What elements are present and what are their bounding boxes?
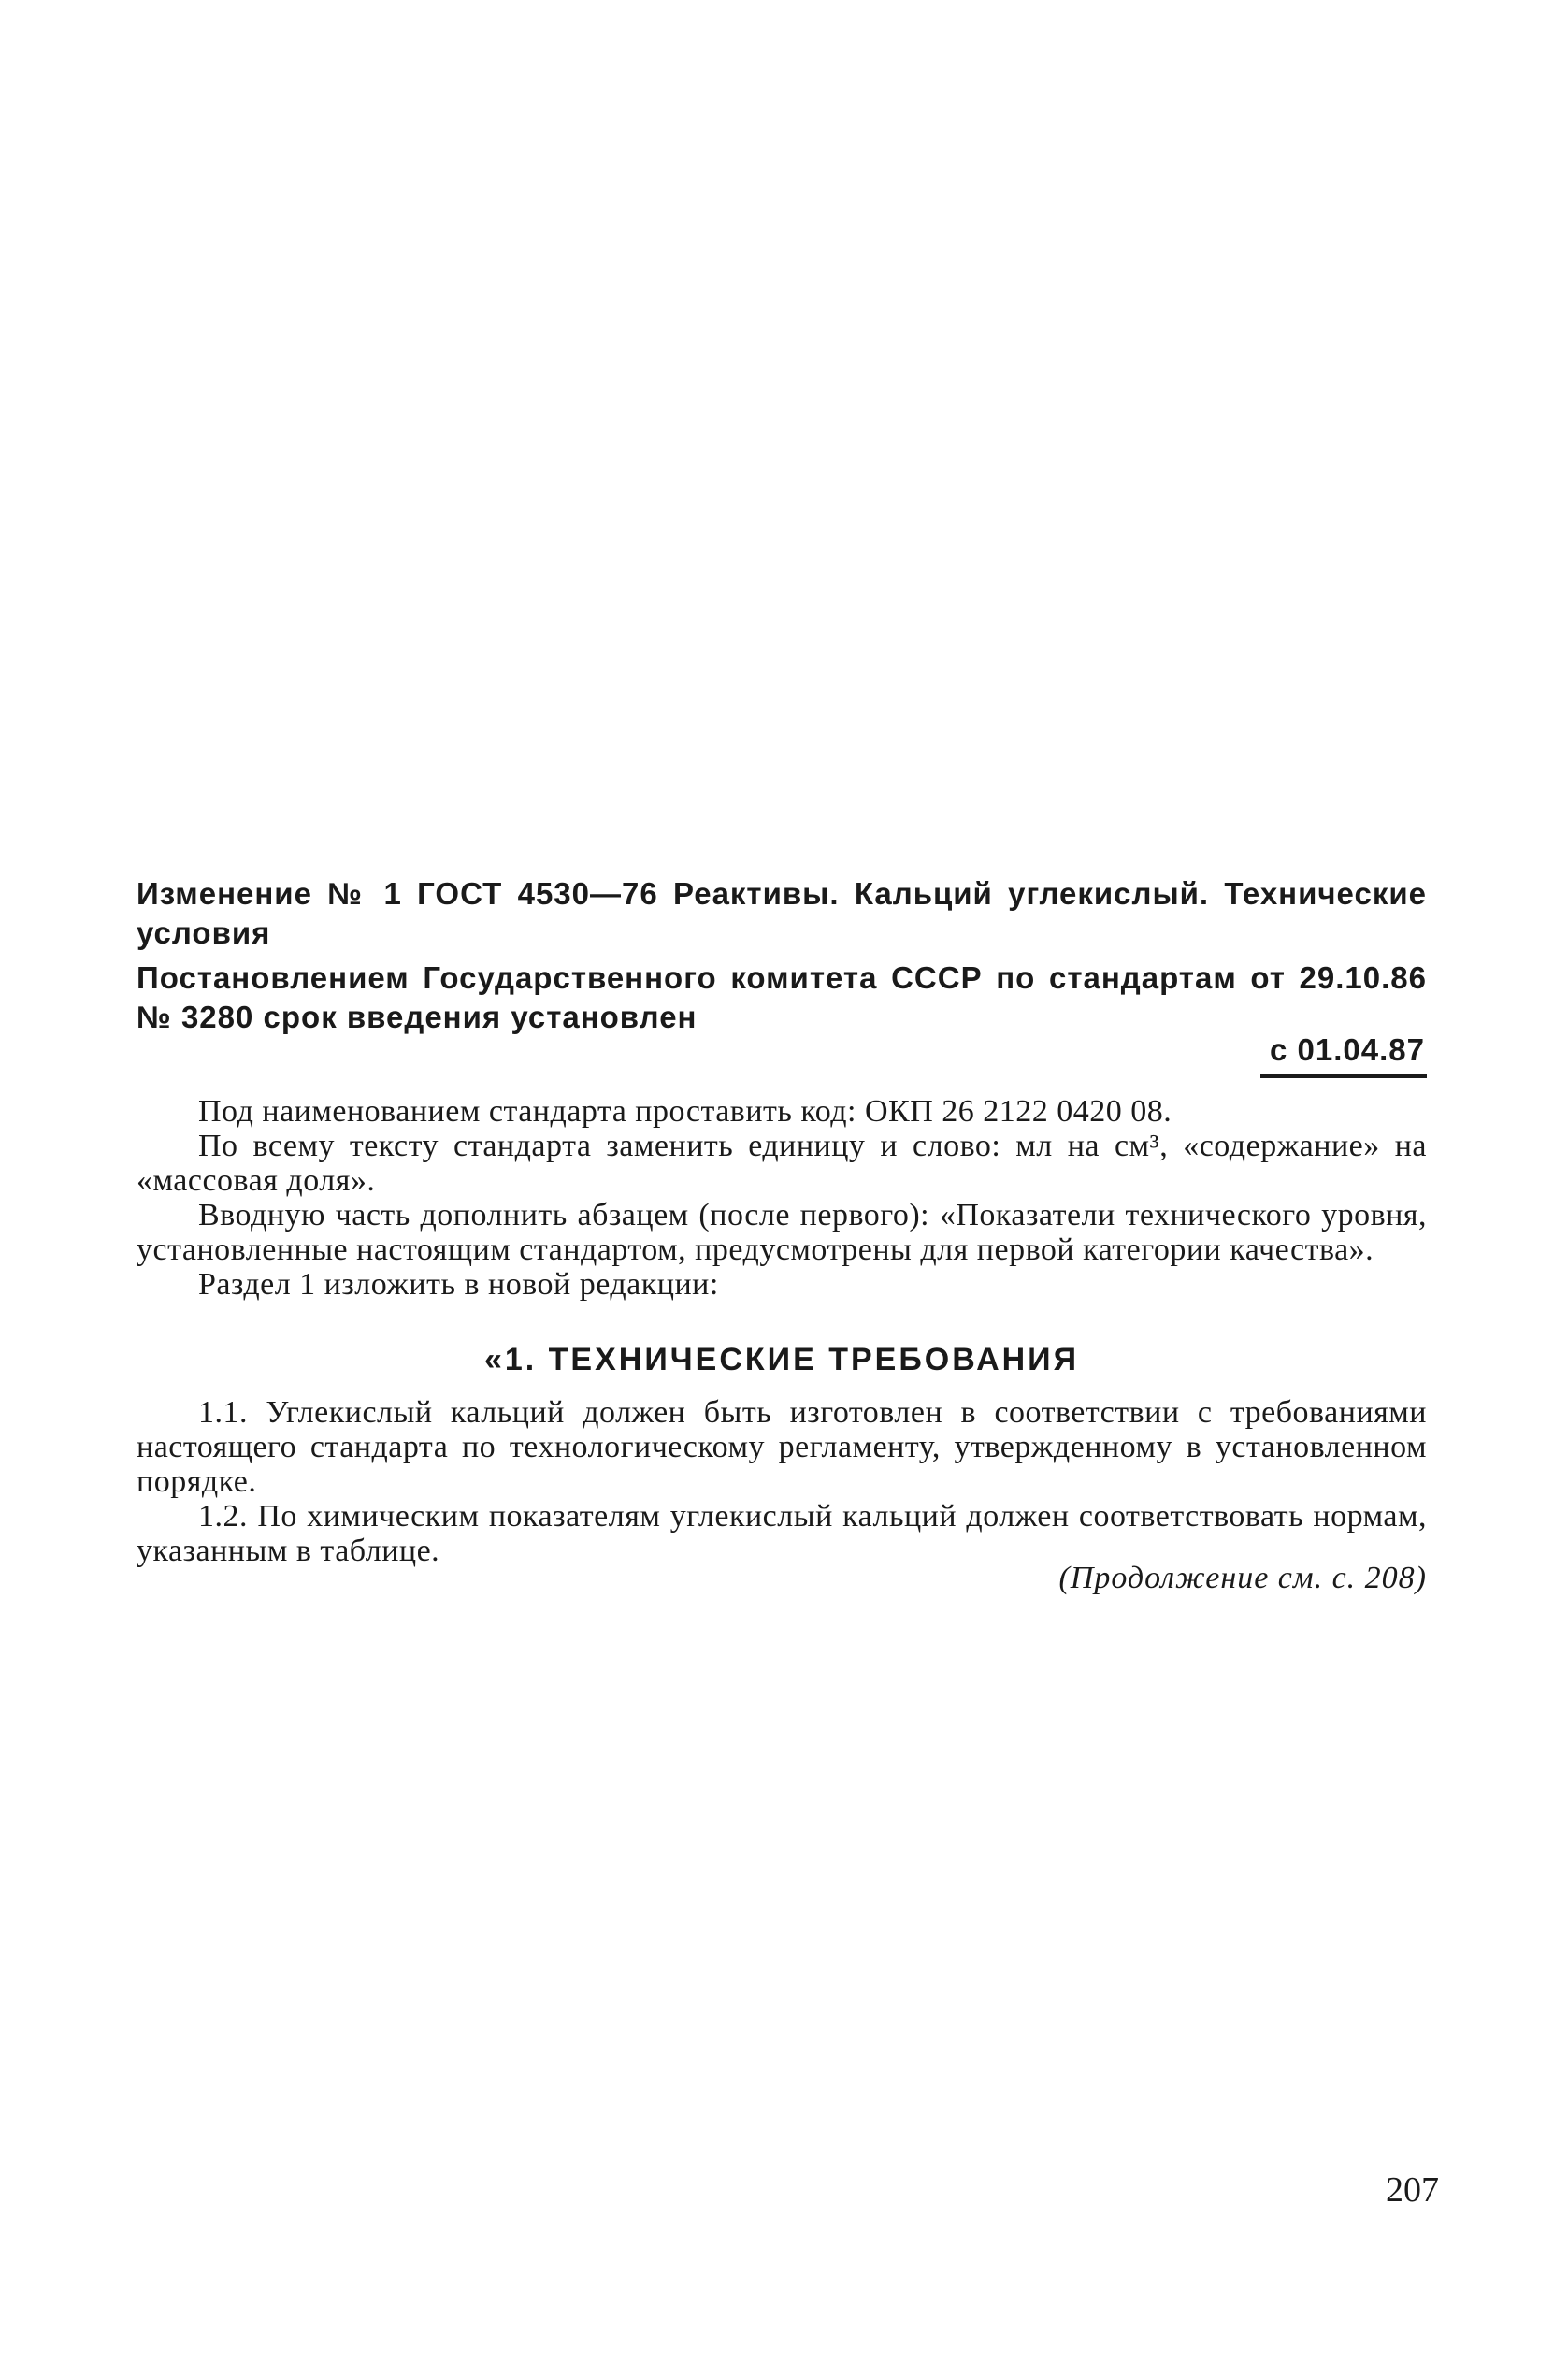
- page-number: 207: [1386, 2170, 1439, 2210]
- requirement-1-1: 1.1. Углекислый кальций должен быть изготовлен в соответствии с требованиями настоящего стандарта по технологическому регламенту, утвержденному в установленном порядке.: [137, 1395, 1427, 1499]
- amendment-title: Изменение № 1 ГОСТ 4530—76 Реактивы. Кальций углекислый. Технические условия: [137, 876, 1427, 950]
- paragraph-section-1-note: Раздел 1 изложить в новой редакции:: [198, 1267, 719, 1302]
- continuation-note: (Продолжение см. с. 208): [1058, 1561, 1427, 1595]
- requirement-1-2: 1.2. По химическим показателям углекислый кальций должен соответствовать нормам, указанным в таблице.: [137, 1499, 1427, 1568]
- section-heading: «1. ТЕХНИЧЕСКИЕ ТРЕБОВАНИЯ: [483, 1342, 1080, 1377]
- paragraph-units-replacement: По всему тексту стандарта заменить единицу и слово: мл на см³, «содержание» на «массовая доля».: [137, 1129, 1427, 1198]
- effective-date: с 01.04.87: [1260, 1031, 1427, 1078]
- requirements-body: [137, 1395, 1427, 1568]
- decree-text: [137, 958, 1427, 1037]
- paragraph-intro-addition: Вводную часть дополнить абзацем (после первого): «Показатели технического уровня, установленные настоящим стандартом, предусмотрены для первой категории качества».: [137, 1198, 1427, 1267]
- paragraph-okp-code: Под наименованием стандарта проставить код: ОКП 26 2122 0420 08.: [198, 1094, 1172, 1129]
- decree-line-1: Постановлением Государственного комитета СССР по стандартам от 29.10.86: [137, 960, 1427, 995]
- decree-line-2: № 3280 срок введения установлен: [137, 1000, 698, 1034]
- amendment-body: [137, 1094, 1427, 1302]
